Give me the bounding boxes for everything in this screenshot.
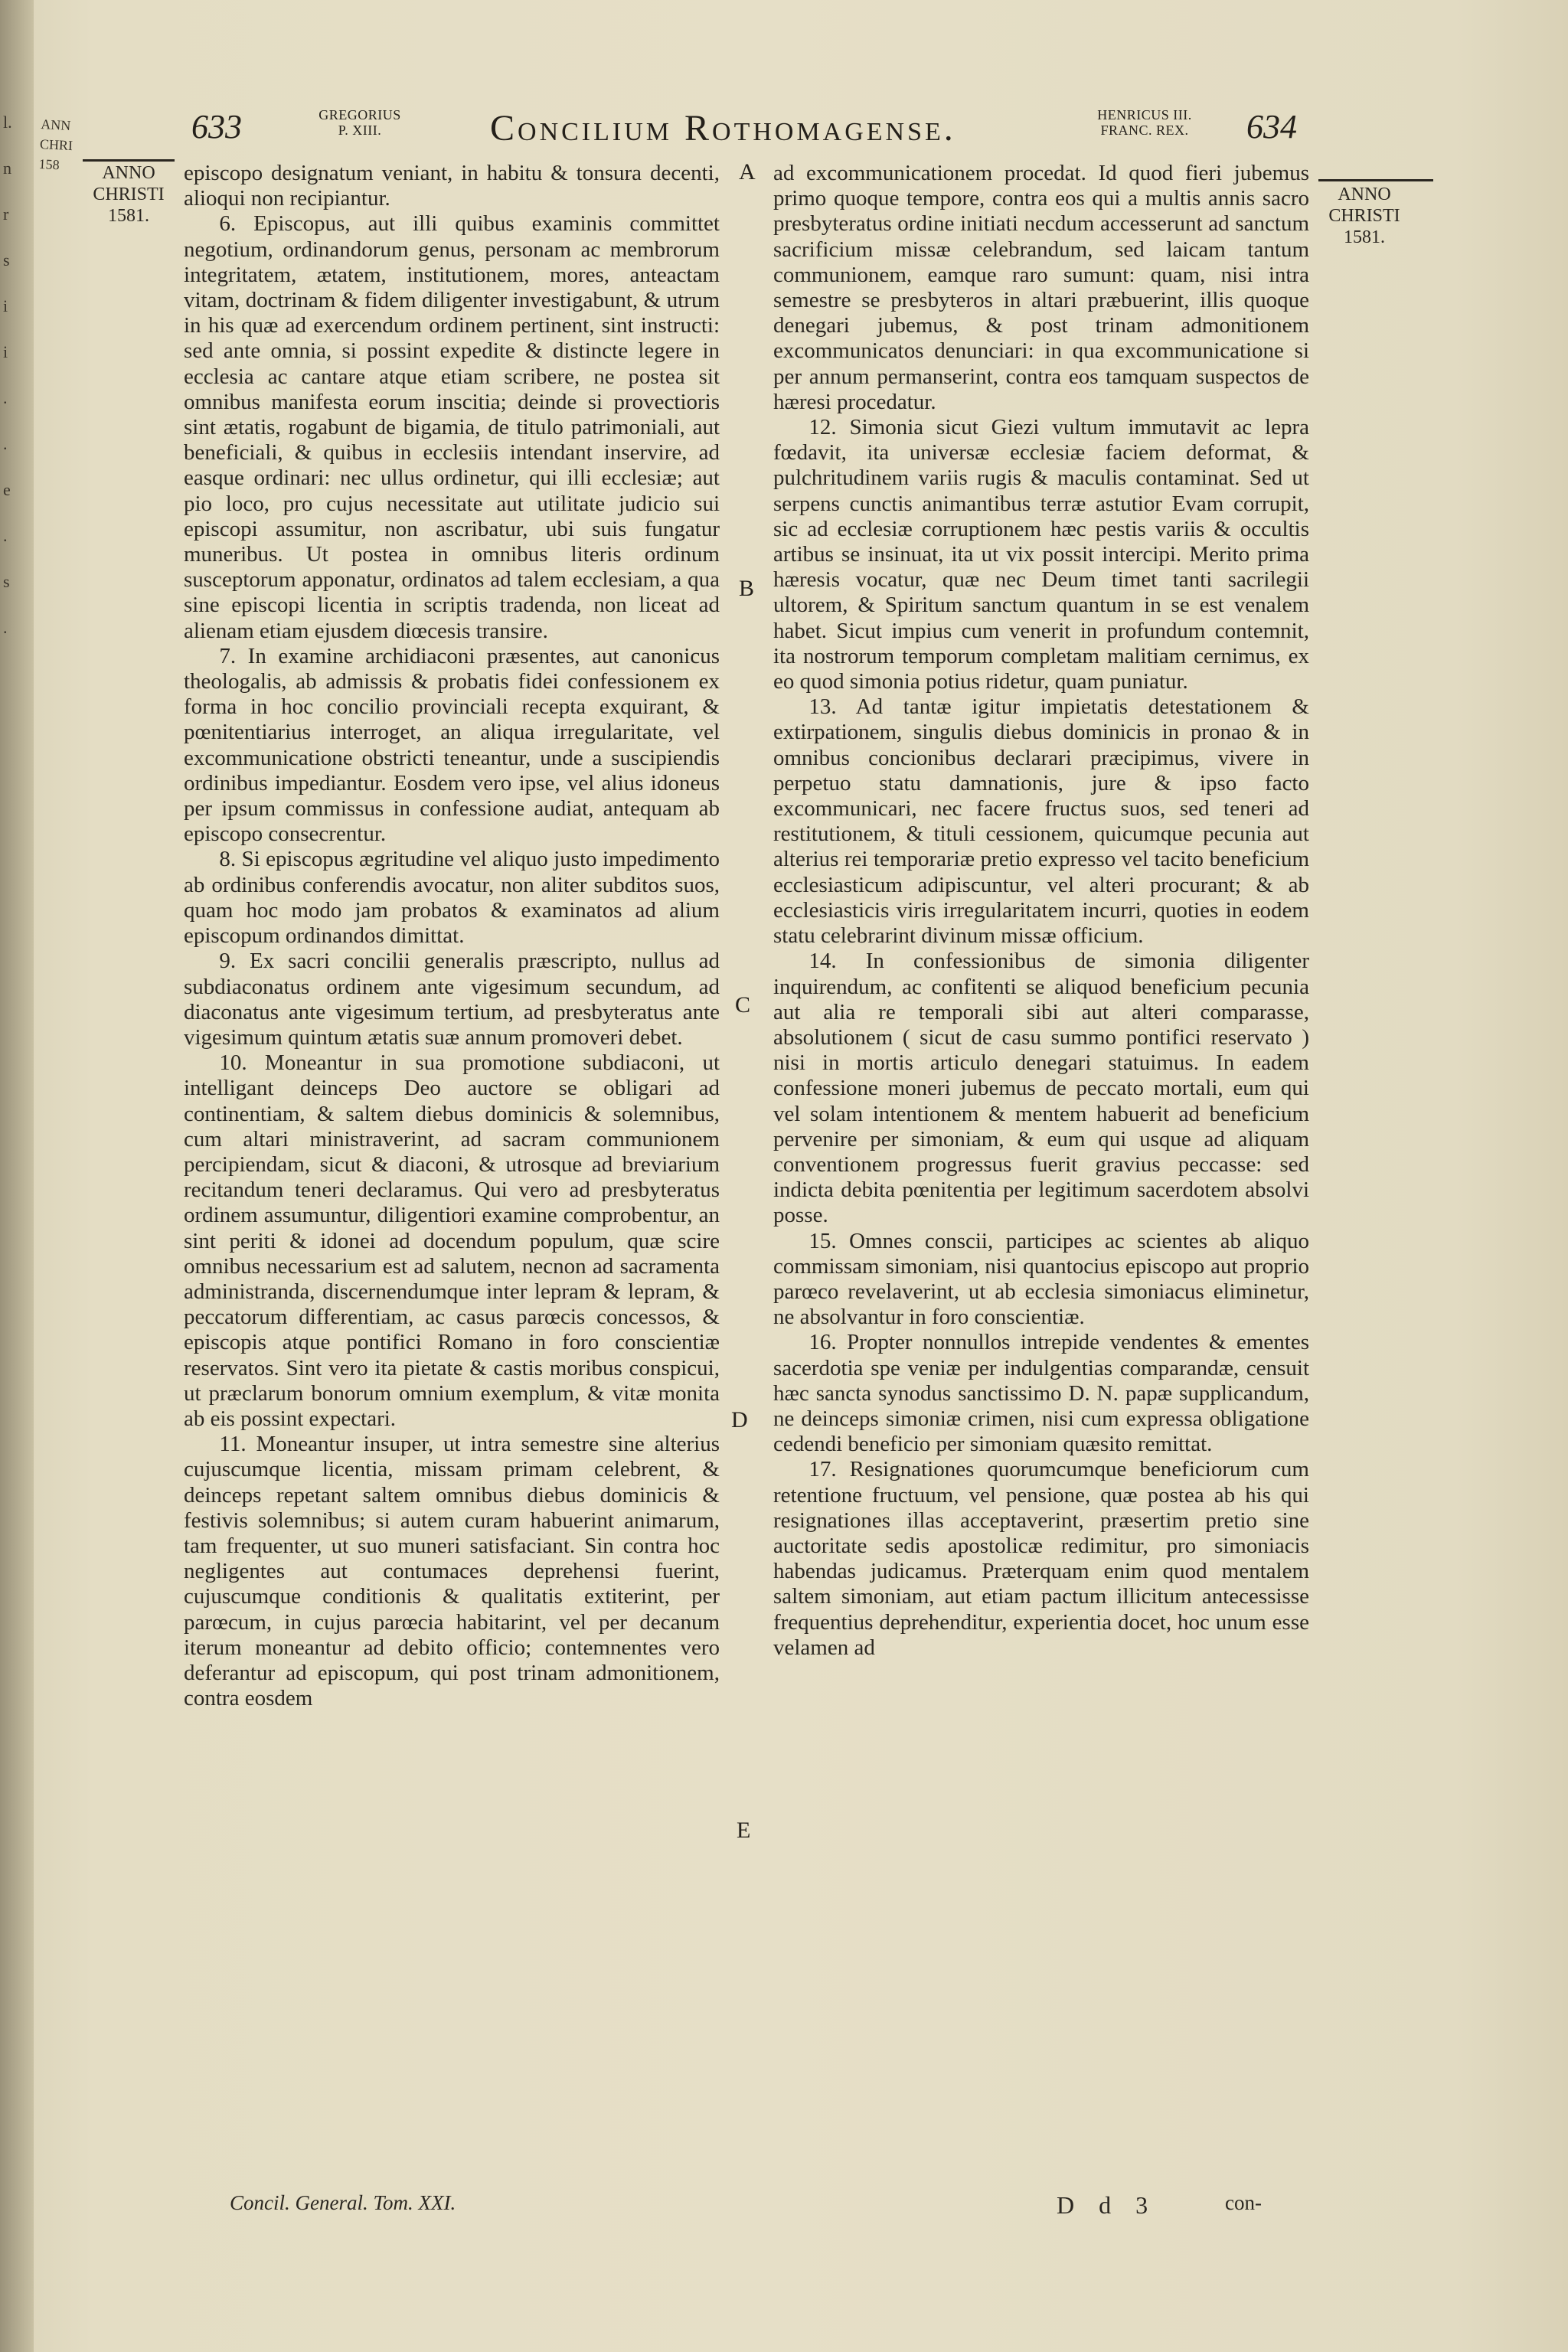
left-margin-rule	[83, 159, 175, 162]
paragraph: 14. In confessionibus de simonia diligenter inquirendum, ac confitenti se aliquod beneficium pecunia aut alia re temporali sibi aut alteri comparasse, absolutionem ( sicut de casu summo pontifici reservato ) nisi in mortis articulo denegari statuimus. In eadem confessione moneri jubemus de peccato mortali, eum qui vel solam intentionem & mentem habuerit ad beneficium pervenire per simoniam, & eum qui usque ad aliquam conventionem progressus fuerit gravius peccasse: sed indicta debita pœnitentia per legitimum sacerdotem absolvi posse.	[773, 949, 1309, 1228]
gutter-letter: l.	[3, 113, 12, 132]
gutter-letter: .	[3, 388, 8, 407]
section-mark-c: C	[735, 992, 751, 1018]
section-mark-a: A	[739, 159, 756, 185]
section-mark-e: E	[737, 1818, 751, 1843]
paragraph: 11. Moneantur insuper, ut intra semestre sine alterius cujuscumque licentia, missam primam celebrent, & deinceps repetant saltem omnibus diebus dominicis & festivis solemnibus; si autem curam habuerint animarum, tam frequenter, ut suo muneri satisfaciant. Sin contra hoc negligentes aut contumaces deprehensi fuerint, cujuscumque conditionis & qualitatis extiterint, per parœcum, in cujus parœcia habitarint, vel per decanum iterum moneantur ad debito officio; contemnentes vero deferantur ad episcopum, qui post trinam admonitionem, contra eosdem	[184, 1432, 720, 1711]
paragraph: 8. Si episcopus ægritudine vel aliquo justo impedimento ab ordinibus conferendis avocatur, non aliter subditos suos, quam hoc modo jam probatos & examinatos ad alium episcopum ordinandos dimittat.	[184, 847, 720, 949]
pope-numeral: P. XIII.	[338, 122, 382, 138]
paragraph: episcopo designatum veniant, in habitu & tonsura decenti, alioqui non recipiantur.	[184, 161, 720, 211]
running-title: Concilium Rothomagense.	[490, 108, 956, 149]
year-label: 1581.	[1344, 227, 1385, 247]
paragraph: 13. Ad tantæ igitur impietatis detestationem & extirpationem, singulis diebus dominicis in pronao & in omnibus concionibus declarari præcipimus, vivere in perpetuo statu damnationis, jure & ipso facto excommunicari, nec facere fructus suos, sed teneri ad restitutionem, & tituli cessionem, quicumque pecunia aut alterius rei temporariæ pretio expresso vel tacito beneficium ecclesiasticum adipiscuntur, vel alteri procurant; & ab ecclesiasticis viris irregularitatem incurri, quoties in eodem statu celebrarint divinum missæ officium.	[773, 694, 1309, 949]
left-column	[184, 161, 720, 1711]
gutter-letters	[3, 100, 26, 651]
paragraph: ad excommunicationem procedat. Id quod fieri jubemus primo quoque tempore, contra eos qui a multis annis sacro presbyteratus ordine initiati necdum accesserunt ad sanctum sacrificium missæ celebrandum, sed laicam tantum communionem, eamque raro sumunt: quam, nisi intra semestre se presbyteros in altari præbuerint, illis quoque denegari jubemus, & post trinam admonitionem excommunicatos denunciari: in qua excommunicatione si per annum permanserint, contra eos tamquam suspectos de hæresi procedatur.	[773, 161, 1309, 414]
signature-mark: D d 3	[1057, 2191, 1158, 2219]
king-heading	[1064, 107, 1225, 138]
gutter-letter: s	[3, 250, 10, 270]
paragraph: 10. Moneantur in sua promotione subdiaconi, ut intelligant deinceps Deo auctore se obligari ad continentiam, & saltem diebus dominicis & solemnibus, cum altari ministraverint, ad sacram communionem percipiendam, sicut & diaconi, & utrosque ad breviarium recitandum teneri declaramus. Qui vero ad presbyteratus ordinem assumuntur, diligentiori examine comprobentur, an sint periti & idonei ad docendum populum, quæ scire omnibus necessarium est ad salutem, necnon ad sacramenta administranda, discernendumque inter lepram & lepram, & peccatorum differentiam, ac casus parœcis concessos, & episcopis atque pontifici Romano in foro conscientiæ reservatos. Sint vero ita pietate & castis moribus conspicui, ut præclarum bonorum omnium exemplum, & vitæ monita ab eis possint expectari.	[184, 1050, 720, 1431]
right-column	[773, 161, 1309, 1661]
paragraph: 12. Simonia sicut Giezi vultum immutavit ac lepra fœdavit, ita universæ ecclesiæ faciem deformat, & pulchritudinem variis rugis & maculis contaminat. Sed ut serpens cunctis animantibus terræ astutior Evam corrupit, sic ad ecclesiæ corruptionem hæc pestis variis & occultis artibus se insinuat, ita ut vix possit intercipi. Merito prima hæresis vocatur, quæ nec Deum timet tanti sacrilegii ultorem, & Spiritum sanctum quantum in se est venalem habet. Sicut impius cum venerit in profundum contemnit, ita nostrorum temporum completam malitiam cernimus, ex eo quod simonia potius ridetur, quam puniatur.	[773, 415, 1309, 694]
pope-name: GREGORIUS	[318, 107, 401, 122]
page-number-right: 634	[1246, 108, 1297, 145]
paragraph: 15. Omnes conscii, participes ac scientes ab aliquo commissam simoniam, nisi quantocius episcopo aut proprio parœco revelaverint, ut ab ecclesia simoniacus eliminetur, ne absolvantur in foro conscientiæ.	[773, 1228, 1309, 1330]
paragraph: 9. Ex sacri concilii generalis præscripto, nullus ad subdiaconatus ordinem ante vigesimum secundum, ad diaconatus ante vigesimum tertium, ad presbyteratus ante vigesimum quintum ætatis suæ annum promoveri debet.	[184, 949, 720, 1050]
source-reference: Concil. General. Tom. XXI.	[230, 2191, 456, 2214]
year-label: 1581.	[108, 206, 149, 226]
facing-page-margin-note: ANN CHRI 158	[38, 116, 74, 173]
king-name: HENRICUS III.	[1097, 107, 1192, 122]
paragraph: 6. Episcopus, aut illi quibus examinis committet negotium, ordinandorum genus, personam ac membrorum integritatem, ætatem, institutionem, mores, anteactam vitam, doctrinam & fidem diligenter investigabunt, & utrum in his quæ ad exercendum ordinem pertinent, sint instructi: sed ante omnia, si possint expedite & distincte legere in ecclesia ac cantare atque etiam scribere, ne postea sit omnibus manifesta eorum inscitia; deinde si provectioris sint ætatis, rogabunt de bigamia, de titulo patrimoniali, aut beneficiali, & quibus in ecclesiis intendant inservire, ad easque ordinari: nec ullus ordinetur, qui illi ecclesiæ; aut pio loco, pro cujus necessitate aut utilitate judicio sui episcopi assumitur, non ascribatur, ubi suis fungatur muneribus. Ut postea in omnibus literis ordinum susceptorum apponatur, ordinatos ad talem ecclesiam, a qua sine episcopi licentia in scriptis tradenda, non liceat ad alienam etiam ejusdem diœcesis transire.	[184, 211, 720, 643]
section-mark-d: D	[731, 1407, 748, 1432]
page-number-left: 633	[191, 108, 242, 145]
right-margin-rule	[1318, 179, 1433, 181]
left-margin-year-note	[83, 162, 175, 227]
gutter-letter: r	[3, 204, 9, 224]
christi-label: CHRISTI	[93, 185, 165, 204]
right-margin-year-note	[1318, 184, 1410, 248]
gutter-letter: i	[3, 296, 8, 315]
paragraph: 16. Propter nonnullos intrepide vendentes & ementes sacerdotia spe veniæ per indulgentias comparandæ, censuit hæc sancta synodus sanctissimo D. N. papæ supplicandum, ne deinceps simoniæ crimen, nisi cum expressa obligatione cedendi beneficio per simoniam quæsito remittat.	[773, 1330, 1309, 1457]
gutter-letter: i	[3, 342, 8, 361]
gutter-letter: .	[3, 526, 8, 545]
catchword: con-	[1225, 2191, 1262, 2214]
pope-heading	[314, 107, 406, 138]
anno-label: ANNO	[1338, 185, 1391, 204]
christi-label: CHRISTI	[1328, 206, 1400, 226]
paragraph: 17. Resignationes quorumcumque beneficiorum cum retentione fructuum, vel pensione, quæ postea ab his qui resignationes illas acceptaverint, præsertim pretio sine auctoritate sedis apostolicæ redimitur, pro simoniacis habendas judicamus. Præterquam enim quod mentalem saltem simoniam, aut etiam pactum illicitum antecessisse frequentius deprehenditur, experientia docet, hoc unum esse velamen ad	[773, 1457, 1309, 1660]
paragraph: 7. In examine archidiaconi præsentes, aut canonicus theologalis, ab admissis & probatis fidei confessionem ex forma in hoc concilio provinciali recepta exquirant, & pœnitentiarius interroget, an aliqua irregularitate, vel excommunicatione obstricti teneantur, unde a suscipiendis ordinibus impediantur. Eosdem vero ipse, vel alius idoneus per ipsum commissus in confessione audiat, antequam ab episcopo consecrentur.	[184, 643, 720, 847]
king-title: FRANC. REX.	[1100, 122, 1189, 138]
gutter-letter: .	[3, 434, 8, 453]
gutter-letter: n	[3, 158, 11, 178]
gutter-letter: e	[3, 480, 11, 499]
section-mark-b: B	[739, 576, 755, 601]
gutter-letter: .	[3, 618, 8, 637]
gutter-letter: s	[3, 572, 10, 591]
anno-label: ANNO	[102, 163, 155, 183]
